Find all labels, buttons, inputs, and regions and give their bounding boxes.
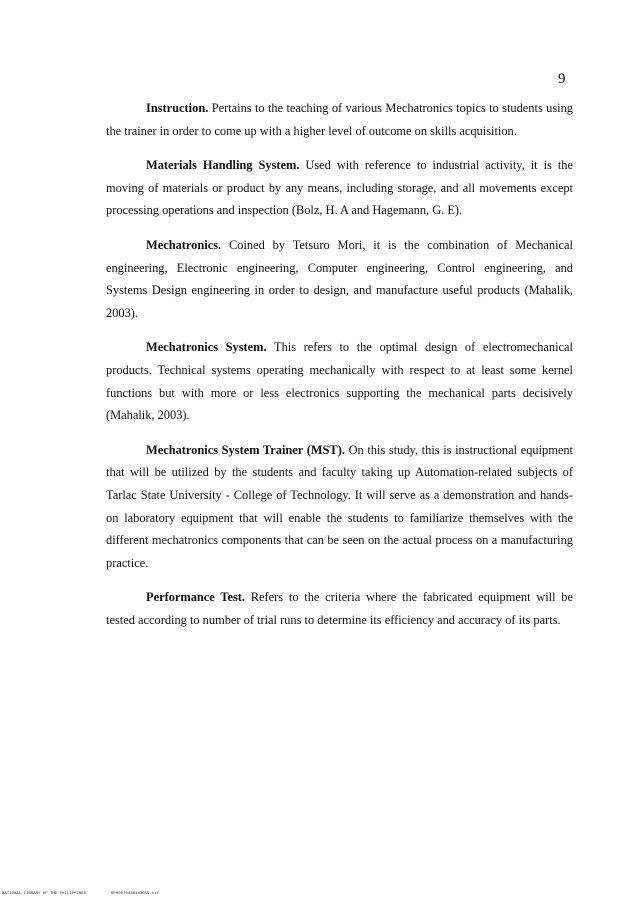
definition-text: On this study, this is instructional equipment that will be utilized by the students and faculty taking up Automation-related subjects of Tarlac State University - College of Technology. It will serve as a demonstration and hands-on laboratory equipment that will enable the students to familiarize themselves with the different mechatronics components that can be seen on the actual process on a manufacturing practice.: [106, 442, 573, 570]
definition-term: Materials Handling System.: [146, 158, 300, 173]
definition-term: Mechatronics System.: [146, 340, 267, 355]
definitions-body: [106, 97, 573, 643]
definition-text: Pertains to the teaching of various Mechatronics topics to students using the trainer in order to come up with a higher level of outcome on skills acquisition.: [106, 101, 573, 138]
page-number: 9: [558, 71, 566, 87]
definition-text: Used with reference to industrial activity, it is the moving of materials or product by any means, including storage, and all movements except processing operations and inspection (Bolz, H. A and Hagemann, G. E).: [106, 158, 573, 218]
definition-materials-handling-system: [106, 154, 573, 222]
definition-term: Mechatronics.: [146, 237, 222, 252]
scan-footer: [2, 892, 159, 897]
footer-library: NATIONAL LIBRARY OF THE PHILIPPINES: [2, 892, 87, 896]
definition-mechatronics: [106, 234, 573, 324]
definition-text: This refers to the optimal design of electromechanical products. Technical systems operating mechanically with respect to at least some kernel functions but with more or less electronics supporting the mechanical parts decisively (Mahalik, 2003).: [106, 340, 573, 423]
footer-file-id: RPH0070436143019.tif: [111, 892, 160, 896]
definition-mechatronics-system-trainer: [106, 439, 573, 575]
definition-term: Mechatronics System Trainer (MST).: [146, 442, 345, 457]
definition-term: Instruction.: [146, 101, 209, 115]
definition-mechatronics-system: [106, 336, 573, 426]
definition-performance-test: [106, 586, 573, 631]
definition-text: Coined by Tetsuro Mori, it is the combination of Mechanical engineering, Electronic engineering, Computer engineering, Control engineering, and Systems Design engineering in order to design, and manufacture useful products (Mahalik, 2003).: [106, 237, 573, 320]
definition-instruction: [106, 97, 573, 142]
definition-text: Refers to the criteria where the fabricated equipment will be tested according to number of trial runs to determine its efficiency and accuracy of its parts.: [106, 590, 574, 627]
definition-term: Performance Test.: [146, 590, 246, 605]
